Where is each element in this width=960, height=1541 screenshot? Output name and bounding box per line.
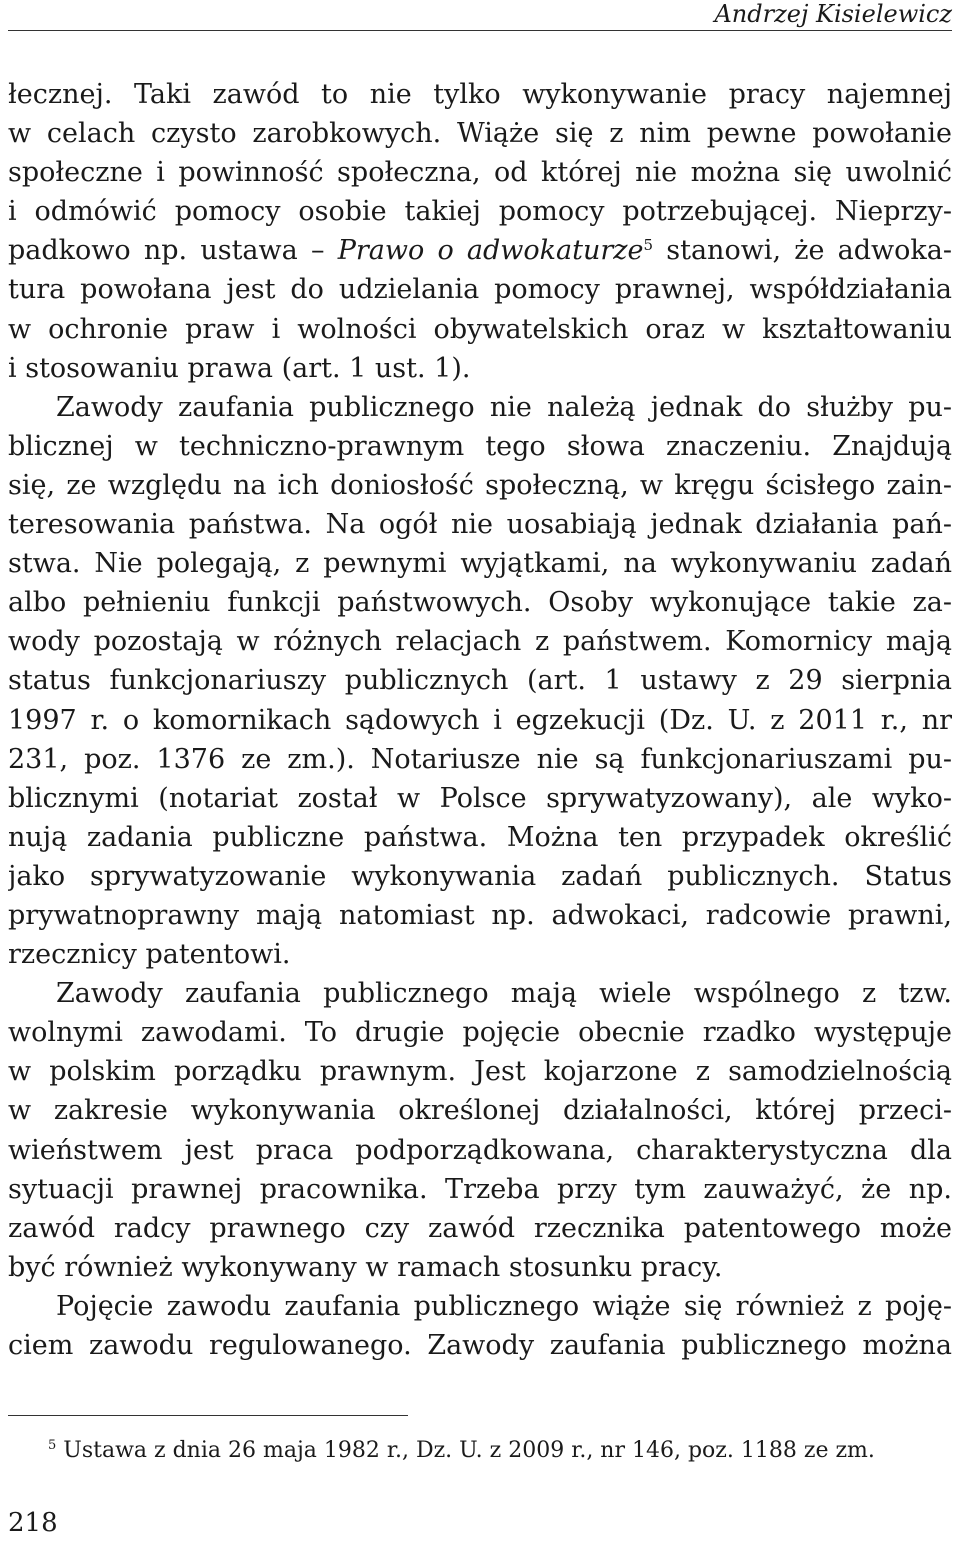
text-span: stanowi, że adwoka- [653,235,952,267]
text-line: 231, poz. 1376 ze zm.). Notariusze nie są funkcjonariuszami pu- [8,743,952,775]
text-line: stwa. Nie polegają, z pewnymi wyjątkami, na wykonywaniu zadań [8,548,952,580]
running-header [8,0,952,31]
text-line: albo pełnieniu funkcji państwowych. Osoby wykonujące takie za- [8,587,952,619]
footnote-ref: 5 [643,236,654,255]
text-line: 1997 r. o komornikach sądowych i egzekucji (Dz. U. z 2011 r., nr [8,704,952,736]
text-line: w zakresie wykonywania określonej działalności, której przeci- [8,1095,952,1127]
text-line: sytuacji prawnej pracownika. Trzeba przy tym zauważyć, że np. [8,1173,952,1205]
text-line: wody pozostają w różnych relacjach z państwem. Komornicy mają [8,626,952,658]
text-line: i stosowaniu prawa (art. 1 ust. 1). [8,352,471,384]
text-line: i odmówić pomocy osobie takiej pomocy potrzebującej. Nieprzy- [8,196,952,228]
text-line: tura powołana jest do udzielania pomocy prawnej, współdziałania [8,274,952,306]
text-line: być również wykonywany w ramach stosunku pracy. [8,1251,723,1283]
text-line: w celach czysto zarobkowych. Wiąże się z nim pewne powołanie [8,118,952,150]
text-line: blicznej w techniczno-prawnym tego słowa znaczeniu. Znajdują [8,430,952,462]
footnote-marker: 5 [48,1438,57,1453]
page-number: 218 [8,1508,58,1538]
text-line: jako sprywatyzowanie wykonywania zadań publicznych. Status [8,860,952,892]
text-line: wolnymi zawodami. To drugie pojęcie obecnie rzadko występuje [8,1017,952,1049]
text-line: się, ze względu na ich doniosłość społeczną, w kręgu ścisłego zain- [8,469,952,501]
header-author: Andrzej Kisielewicz [714,0,952,28]
text-line: blicznymi (notariat został w Polsce sprywatyzowany), ale wyko- [8,782,952,814]
footnote [48,1436,952,1466]
text-line: w polskim porządku prawnym. Jest kojarzone z samodzielnością [8,1056,952,1088]
text-line: status funkcjonariuszy publicznych (art. 1 ustawy z 29 sierpnia [8,665,952,697]
text-line: Zawody zaufania publicznego mają wiele wspólnego z tzw. [56,978,952,1010]
text-line: zawód radcy prawnego czy zawód rzecznika patentowego może [8,1212,952,1244]
act-title: Prawo o adwokaturze [337,235,644,267]
text-line: Zawody zaufania publicznego nie należą jednak do służby pu- [56,391,952,423]
text-line: rzecznicy patentowi. [8,939,291,971]
text-line: Pojęcie zawodu zaufania publicznego wiąże się również z poję- [56,1290,952,1322]
text-line [8,231,952,270]
text-span: padkowo np. ustawa – [8,235,338,267]
text-line: nują zadania publiczne państwa. Można ten przypadek określić [8,821,952,853]
text-line: wieństwem jest praca podporządkowana, charakterystyczna dla [8,1134,952,1166]
text-line: społeczne i powinność społeczna, od której nie można się uwolnić [8,157,952,189]
text-line: ciem zawodu regulowanego. Zawody zaufania publicznego można [8,1330,952,1361]
footnote-separator [8,1415,408,1416]
text-line: prywatnoprawny mają natomiast np. adwokaci, radcowie prawni, [8,899,952,931]
body-text [8,75,952,1365]
footnote-text: Ustawa z dnia 26 maja 1982 r., Dz. U. z 2009 r., nr 146, poz. 1188 ze zm. [56,1438,875,1463]
text-line: teresowania państwa. Na ogół nie uosabiają jednak działania pań- [8,509,952,541]
text-line: łecznej. Taki zawód to nie tylko wykonywanie pracy najemnej [8,79,952,110]
text-line: w ochronie praw i wolności obywatelskich oraz w kształtowaniu [8,313,952,345]
